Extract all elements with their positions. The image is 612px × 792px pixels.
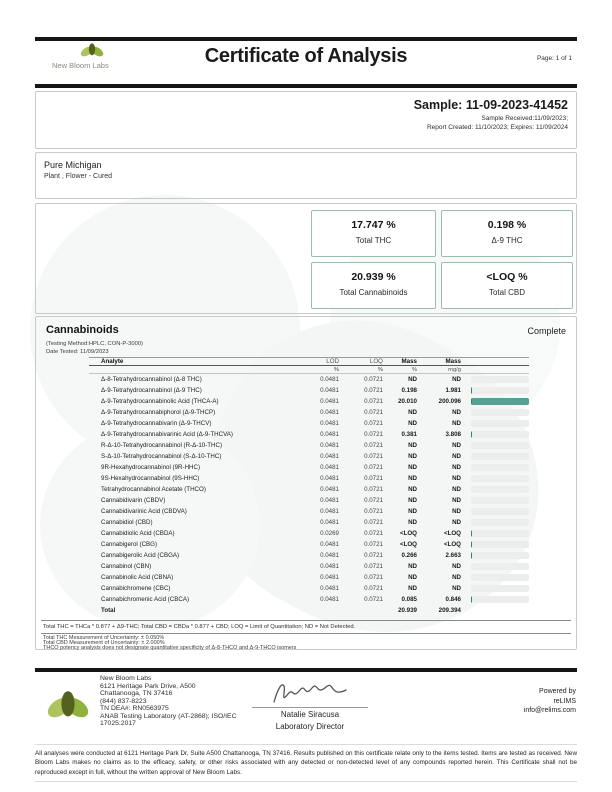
cell-mass-pct: 20.010 bbox=[398, 398, 417, 405]
signatory-name: Natalie Siracusa bbox=[280, 710, 340, 719]
cell-mass-mg: ND bbox=[452, 519, 461, 526]
cell-analyte: Cannabinolic Acid (CBNA) bbox=[101, 574, 174, 581]
mass-bar-cell bbox=[461, 486, 529, 494]
leaf-logo-icon bbox=[44, 684, 92, 726]
cell-mass-mg: ND bbox=[452, 420, 461, 427]
mass-bar-cell bbox=[461, 376, 529, 384]
summary-value: 0.198 % bbox=[487, 219, 527, 231]
relims-label: reLIMS bbox=[553, 697, 576, 705]
footer-rule bbox=[35, 668, 577, 672]
table-units-row bbox=[89, 366, 529, 374]
cell-mass-mg: 3.808 bbox=[445, 431, 461, 438]
mass-bar-cell bbox=[461, 596, 529, 604]
table-row bbox=[89, 462, 529, 473]
table-row bbox=[89, 451, 529, 462]
client-name: Pure Michigan bbox=[44, 160, 102, 170]
summary-total-cannabinoids bbox=[311, 262, 436, 309]
table-row bbox=[89, 528, 529, 539]
unit-lod: % bbox=[333, 366, 339, 373]
mass-bar-track bbox=[471, 497, 529, 505]
cell-lod: 0.0481 bbox=[320, 398, 339, 405]
cell-mass-pct: ND bbox=[408, 475, 417, 482]
cell-mass-pct: 0.266 bbox=[401, 552, 417, 559]
cell-loq: 0.0721 bbox=[364, 508, 383, 515]
table-row bbox=[89, 594, 529, 605]
cell-analyte: Cannabigerol (CBG) bbox=[101, 541, 158, 548]
cell-loq: 0.0721 bbox=[364, 464, 383, 471]
mass-bar-tick bbox=[471, 596, 472, 604]
cell-mass-mg: <LOQ bbox=[443, 530, 461, 537]
cell-loq: 0.0721 bbox=[364, 475, 383, 482]
cell-loq: 0.0721 bbox=[364, 387, 383, 394]
sample-matrix: Plant , Flower - Cured bbox=[44, 173, 113, 180]
cell-lod: 0.0481 bbox=[320, 420, 339, 427]
powered-by-label: Powered by bbox=[539, 688, 576, 695]
cell-analyte: Total bbox=[101, 607, 116, 614]
mass-bar-cell bbox=[461, 453, 529, 461]
mass-bar-track bbox=[471, 585, 529, 593]
lab-accreditation: ANAB Testing Laboratory (AT-2868); ISO/IEC bbox=[100, 712, 237, 720]
table-row bbox=[89, 396, 529, 407]
summary-total-thc bbox=[311, 210, 436, 257]
mass-bar-cell bbox=[461, 398, 529, 406]
mass-bar-cell bbox=[461, 387, 529, 395]
cell-loq: 0.0721 bbox=[364, 596, 383, 603]
cell-mass-pct: ND bbox=[408, 464, 417, 471]
signature-icon bbox=[268, 678, 352, 706]
testing-method: (Testing Method:HPLC, CON-P-3000) bbox=[46, 341, 143, 347]
footnote-formula: Total THC = THCa * 0.877 + Δ9-THC; Total CBD = CBDa * 0.877 + CBD; LOQ = Limit of Quantitation; ND = Not Detected. bbox=[43, 624, 356, 630]
cell-analyte: Cannabinol (CBN) bbox=[101, 563, 152, 570]
cell-analyte: Δ-8-Tetrahydrocannabinol (Δ-8 THC) bbox=[101, 376, 202, 383]
cell-analyte: Cannabidiol (CBD) bbox=[101, 519, 153, 526]
cell-mass-pct: 0.085 bbox=[401, 596, 417, 603]
disclaimer-rule bbox=[35, 744, 577, 745]
client-info-box bbox=[35, 152, 577, 199]
col-mass-pct: Mass bbox=[401, 358, 417, 365]
mass-bar-cell bbox=[461, 431, 529, 439]
cell-mass-mg: ND bbox=[452, 475, 461, 482]
cell-lod: 0.0481 bbox=[320, 486, 339, 493]
cannabinoid-table-body bbox=[89, 374, 529, 616]
cell-lod: 0.0481 bbox=[320, 574, 339, 581]
table-row bbox=[89, 473, 529, 484]
table-row bbox=[89, 550, 529, 561]
disclaimer-rule bbox=[35, 781, 577, 782]
signature-block bbox=[252, 676, 368, 731]
lab-name: New Bloom Labs bbox=[100, 675, 152, 682]
table-row bbox=[89, 429, 529, 440]
cell-loq: 0.0721 bbox=[364, 563, 383, 570]
cell-mass-pct: ND bbox=[408, 585, 417, 592]
thc-uncertainty: Total THC Measurement of Uncertainty: ± 0.050% bbox=[43, 635, 165, 641]
mass-bar-track bbox=[471, 596, 529, 604]
cell-lod: 0.0481 bbox=[320, 464, 339, 471]
cell-analyte: Cannabichromenic Acid (CBCA) bbox=[101, 596, 190, 603]
cell-lod: 0.0481 bbox=[320, 596, 339, 603]
thco-note: THCO potency analysis does not designate quantitative specificity of Δ-8-THCO and Δ-9-THCO isomers bbox=[43, 644, 297, 651]
date-tested: Date Tested: 11/09/2023 bbox=[46, 349, 109, 355]
mass-bar-track bbox=[471, 442, 529, 450]
cell-lod: 0.0481 bbox=[320, 508, 339, 515]
cell-mass-pct: ND bbox=[408, 420, 417, 427]
cell-lod: 0.0481 bbox=[320, 497, 339, 504]
mass-bar-track bbox=[471, 508, 529, 516]
cell-lod: 0.0481 bbox=[320, 409, 339, 416]
cell-lod: 0.0481 bbox=[320, 585, 339, 592]
cell-analyte: R-Δ-10-Tetrahydrocannabinol (R-Δ-10-THC) bbox=[101, 442, 223, 449]
mass-bar-cell bbox=[461, 508, 529, 516]
cell-mass-mg: ND bbox=[452, 585, 461, 592]
mass-bar-tick bbox=[471, 552, 472, 560]
mass-bar-track bbox=[471, 541, 529, 549]
mass-bar-track bbox=[471, 519, 529, 527]
cell-lod: 0.0481 bbox=[320, 387, 339, 394]
mass-bar-tick bbox=[471, 387, 472, 395]
mass-bar-cell bbox=[461, 475, 529, 483]
footnote-rule bbox=[41, 620, 571, 621]
summary-box bbox=[35, 203, 577, 314]
cell-mass-pct: ND bbox=[408, 574, 417, 581]
footnote-uncertainties bbox=[43, 636, 296, 651]
cell-lod: 0.0481 bbox=[320, 376, 339, 383]
mass-bar-track bbox=[471, 387, 529, 395]
cell-mass-pct: ND bbox=[408, 519, 417, 526]
cell-analyte: Δ-9-Tetrahydrocannabivarinic Acid (Δ-9-THCVA) bbox=[101, 431, 233, 438]
mass-bar-track bbox=[471, 530, 529, 538]
mass-bar-cell bbox=[461, 420, 529, 428]
mass-bar-cell bbox=[461, 519, 529, 527]
lab-iso: 17025:2017 bbox=[100, 720, 136, 727]
cell-analyte: Tetrahydrocannabinol Acetate (THCO) bbox=[101, 486, 206, 493]
cell-mass-mg: <LOQ bbox=[443, 541, 461, 548]
cell-mass-mg: 209.394 bbox=[438, 607, 461, 614]
mass-bar-track bbox=[471, 409, 529, 417]
cell-mass-mg: 0.846 bbox=[445, 596, 461, 603]
cell-loq: 0.0721 bbox=[364, 442, 383, 449]
mass-bar-tick bbox=[471, 398, 472, 406]
cell-lod: 0.0481 bbox=[320, 541, 339, 548]
cell-loq: 0.0721 bbox=[364, 497, 383, 504]
lab-address-2: Chattanooga, TN 37416 bbox=[100, 690, 173, 697]
cell-analyte: Cannabidiolic Acid (CBDA) bbox=[101, 530, 175, 537]
cell-mass-pct: ND bbox=[408, 453, 417, 460]
cell-analyte: Cannabichromene (CBC) bbox=[101, 585, 171, 592]
mass-bar-track bbox=[471, 431, 529, 439]
lab-address-1: 6121 Heritage Park Drive, A500 bbox=[100, 682, 196, 690]
cell-lod: 0.0481 bbox=[320, 431, 339, 438]
footnote-rule bbox=[41, 633, 571, 634]
table-row bbox=[89, 407, 529, 418]
cell-loq: 0.0721 bbox=[364, 552, 383, 559]
mass-bar-cell bbox=[461, 497, 529, 505]
cell-mass-pct: ND bbox=[408, 563, 417, 570]
cell-lod: 0.0481 bbox=[320, 563, 339, 570]
table-header-row bbox=[89, 357, 529, 366]
cell-mass-pct: ND bbox=[408, 409, 417, 416]
summary-label: Total CBD bbox=[488, 288, 525, 297]
table-row bbox=[89, 484, 529, 495]
cell-loq: 0.0721 bbox=[364, 420, 383, 427]
mass-bar-cell bbox=[461, 530, 529, 538]
mass-bar-track bbox=[471, 376, 529, 384]
mass-bar-track bbox=[471, 574, 529, 582]
mass-bar-track bbox=[471, 486, 529, 494]
cell-analyte: Cannabidivarinic Acid (CBDVA) bbox=[101, 508, 187, 515]
disclaimer-text: All analyses were conducted at 6121 Heritage Park Dr, Suite A500 Chattanooga, TN 37416. Results published on this certificate relate only to the items tested. Items are tested as received. New Bloom Labs makes no claims as to the efficacy, safety, or other risks associated with any detected or non-detected level of any compounds reported herein. This Certificate shall not be reproduced except in full, without the written approval of New Bloom Labs. bbox=[35, 750, 577, 776]
table-row bbox=[89, 495, 529, 506]
col-loq: LOQ bbox=[369, 358, 383, 365]
cell-loq: 0.0721 bbox=[364, 398, 383, 405]
cell-lod: 0.0481 bbox=[320, 552, 339, 559]
cell-mass-mg: 2.663 bbox=[445, 552, 461, 559]
cell-mass-pct: ND bbox=[408, 376, 417, 383]
mass-bar-cell bbox=[461, 574, 529, 582]
unit-mass-mg: mg/g bbox=[448, 366, 461, 373]
cell-analyte: 9R-Hexahydrocannabinol (9R-HHC) bbox=[101, 464, 201, 471]
cell-loq: 0.0721 bbox=[364, 541, 383, 548]
sample-info-box bbox=[35, 91, 577, 149]
col-lod: LOD bbox=[326, 358, 339, 365]
mass-bar-cell bbox=[461, 585, 529, 593]
mass-bar-cell bbox=[461, 552, 529, 560]
section-title: Cannabinoids bbox=[46, 324, 119, 336]
cell-loq: 0.0721 bbox=[364, 585, 383, 592]
cell-mass-mg: ND bbox=[452, 442, 461, 449]
cannabinoids-section bbox=[35, 316, 577, 650]
cell-lod: 0.0481 bbox=[320, 519, 339, 526]
table-row bbox=[89, 605, 529, 616]
cell-mass-mg: ND bbox=[452, 376, 461, 383]
page-number: Page: 1 of 1 bbox=[536, 55, 572, 62]
signatory-title: Laboratory Director bbox=[275, 722, 345, 731]
summary-value: <LOQ % bbox=[486, 271, 528, 283]
cell-loq: 0.0721 bbox=[364, 376, 383, 383]
cell-lod: 0.0481 bbox=[320, 475, 339, 482]
col-mass-mg: Mass bbox=[445, 358, 461, 365]
cell-loq: 0.0721 bbox=[364, 431, 383, 438]
cell-mass-pct: ND bbox=[408, 442, 417, 449]
relims-email-link[interactable]: info@relims.com bbox=[523, 707, 576, 714]
table-row bbox=[89, 539, 529, 550]
table-row bbox=[89, 561, 529, 572]
cell-mass-mg: ND bbox=[452, 508, 461, 515]
mass-bar-track bbox=[471, 398, 529, 406]
summary-label: Total Cannabinoids bbox=[339, 288, 408, 297]
mass-bar-track bbox=[471, 475, 529, 483]
sample-id: Sample: 11-09-2023-41452 bbox=[413, 98, 568, 112]
cell-loq: 0.0721 bbox=[364, 574, 383, 581]
mass-bar-track bbox=[471, 464, 529, 472]
page-title: Certificate of Analysis bbox=[204, 45, 408, 67]
mass-bar-tick bbox=[471, 431, 472, 439]
cell-analyte: Δ-9-Tetrahydrocannabinolic Acid (THCA-A) bbox=[101, 398, 219, 405]
cell-analyte: Δ-9-Tetrahydrocannabinol (Δ-9 THC) bbox=[101, 387, 202, 394]
cell-analyte: S-Δ-10-Tetrahydrocannabinol (S-Δ-10-THC) bbox=[101, 453, 222, 460]
summary-label: Total THC bbox=[355, 236, 392, 245]
mass-bar-cell bbox=[461, 464, 529, 472]
cannabinoid-table bbox=[89, 357, 529, 616]
cell-lod: 0.0269 bbox=[320, 530, 339, 537]
mass-bar-track bbox=[471, 453, 529, 461]
cell-analyte: Cannabigerolic Acid (CBGA) bbox=[101, 552, 180, 559]
cell-mass-pct: 20.939 bbox=[398, 607, 417, 614]
lab-phone: (844) 837-8223 bbox=[100, 697, 147, 705]
cell-mass-pct: ND bbox=[408, 486, 417, 493]
signature-line bbox=[252, 707, 368, 708]
table-row bbox=[89, 418, 529, 429]
mass-bar-cell bbox=[461, 442, 529, 450]
cell-mass-pct: ND bbox=[408, 497, 417, 504]
table-row bbox=[89, 583, 529, 594]
unit-mass-pct: % bbox=[411, 366, 417, 373]
cell-analyte: Δ-9-Tetrahydrocannabivarin (Δ-9-THCV) bbox=[101, 420, 212, 427]
cell-mass-pct: <LOQ bbox=[399, 530, 417, 537]
section-status: Complete bbox=[527, 326, 566, 336]
cell-mass-pct: ND bbox=[408, 508, 417, 515]
header-rule-bottom bbox=[35, 84, 577, 88]
cell-lod: 0.0481 bbox=[320, 442, 339, 449]
footer-lab-logo bbox=[44, 684, 92, 731]
cell-analyte: 9S-Hexahydrocannabinol (9S-HHC) bbox=[101, 475, 200, 482]
cell-loq: 0.0721 bbox=[364, 409, 383, 416]
unit-loq: % bbox=[377, 366, 383, 373]
table-row bbox=[89, 374, 529, 385]
mass-bar-track bbox=[471, 563, 529, 571]
cell-mass-pct: <LOQ bbox=[399, 541, 417, 548]
table-row bbox=[89, 572, 529, 583]
cell-mass-mg: ND bbox=[452, 464, 461, 471]
lab-contact-info bbox=[100, 675, 237, 728]
table-row bbox=[89, 440, 529, 451]
summary-value: 17.747 % bbox=[351, 219, 396, 231]
cell-mass-mg: ND bbox=[452, 497, 461, 504]
cell-mass-mg: ND bbox=[452, 486, 461, 493]
table-row bbox=[89, 385, 529, 396]
mass-bar-fill bbox=[471, 398, 529, 406]
cell-mass-mg: ND bbox=[452, 563, 461, 570]
mass-bar-tick bbox=[471, 530, 472, 538]
cell-analyte: Δ-9-Tetrahydrocannabiphorol (Δ-9-THCP) bbox=[101, 409, 216, 416]
mass-bar-track bbox=[471, 420, 529, 428]
report-created: Report Created: 11/10/2023; Expires: 11/09/2024 bbox=[426, 124, 568, 131]
cell-loq: 0.0721 bbox=[364, 530, 383, 537]
summary-label: Δ-9 THC bbox=[491, 236, 523, 245]
cell-lod: 0.0481 bbox=[320, 453, 339, 460]
summary-total-cbd bbox=[441, 262, 573, 309]
cell-mass-pct: 0.381 bbox=[401, 431, 417, 438]
cell-mass-mg: ND bbox=[452, 409, 461, 416]
mass-bar-track bbox=[471, 552, 529, 560]
sample-received: Sample Received:11/09/2023; bbox=[481, 114, 568, 122]
powered-by-block bbox=[524, 687, 576, 716]
mass-bar-cell bbox=[461, 541, 529, 549]
cell-mass-mg: ND bbox=[452, 453, 461, 460]
summary-value: 20.939 % bbox=[351, 271, 396, 283]
mass-bar-cell bbox=[461, 409, 529, 417]
table-row bbox=[89, 506, 529, 517]
cell-mass-mg: 200.096 bbox=[438, 398, 461, 405]
cell-loq: 0.0721 bbox=[364, 486, 383, 493]
lab-logo-text: New Bloom Labs bbox=[52, 61, 109, 70]
mass-bar-cell bbox=[461, 563, 529, 571]
cell-analyte: Cannabidivarin (CBDV) bbox=[101, 497, 166, 504]
cell-loq: 0.0721 bbox=[364, 453, 383, 460]
cell-mass-pct: 0.198 bbox=[401, 387, 417, 394]
cell-mass-mg: 1.981 bbox=[445, 387, 461, 394]
summary-d9-thc bbox=[441, 210, 573, 257]
cbd-uncertainty: Total CBD Measurement of Uncertainty: ± 2.000% bbox=[43, 639, 165, 646]
cell-loq: 0.0721 bbox=[364, 519, 383, 526]
lab-dea: TN DEA#: RN0563975 bbox=[100, 705, 169, 712]
mass-bar-tick bbox=[471, 541, 472, 549]
col-analyte: Analyte bbox=[101, 358, 124, 365]
table-row bbox=[89, 517, 529, 528]
cell-mass-mg: ND bbox=[452, 574, 461, 581]
